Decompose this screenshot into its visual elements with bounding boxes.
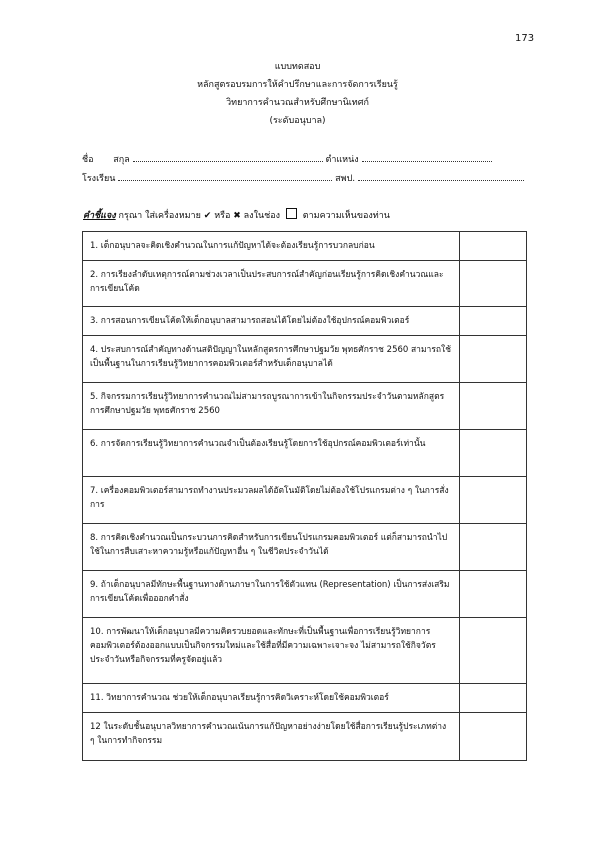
- answer-cell[interactable]: [460, 713, 527, 761]
- answer-cell[interactable]: [460, 684, 527, 713]
- page-number: 173: [515, 33, 535, 44]
- area-label: สพป.: [335, 174, 356, 184]
- instruction-label: คำชี้แจง: [83, 211, 116, 221]
- answer-cell[interactable]: [460, 383, 527, 430]
- instruction-or: หรือ: [214, 211, 231, 221]
- table-row: [83, 336, 527, 383]
- table-row: [83, 713, 527, 761]
- item-text: 8. การคิดเชิงคำนวณเป็นกระบวนการคิดสำหรับการเขียนโปรแกรมคอมพิวเตอร์ แต่ก็สามารถนำไปใช้ในการสืบเสาะหาความรู้หรือแก้ปัญหาอื่น ๆ ในชีวิตประจำวันได้: [83, 524, 460, 571]
- area-field[interactable]: [358, 172, 524, 181]
- table-row: [83, 307, 527, 336]
- name-field[interactable]: [133, 153, 323, 162]
- table-row: [83, 618, 527, 684]
- name-label: ชื่อ: [82, 155, 94, 165]
- table-row: [83, 477, 527, 524]
- position-field[interactable]: [362, 153, 492, 162]
- school-field[interactable]: [118, 172, 332, 181]
- instruction: [83, 208, 390, 222]
- answer-cell[interactable]: [460, 336, 527, 383]
- item-text: 4. ประสบการณ์สำคัญทางด้านสติปัญญาในหลักสูตรการศึกษาปฐมวัย พุทธศักราช 2560 สามารถใช้เป็นพื้นฐานในการเรียนรู้วิทยาการคอมพิวเตอร์สำหรับเด็กอนุบาลได้: [83, 336, 460, 383]
- position-label: ตำแหน่ง: [325, 155, 359, 165]
- table-row: [83, 524, 527, 571]
- cross-mark-icon: ✖: [233, 211, 241, 221]
- answer-cell[interactable]: [460, 477, 527, 524]
- table-row: [83, 232, 527, 261]
- table-row: [83, 571, 527, 618]
- form-title: แบบทดสอบ: [274, 62, 321, 72]
- instruction-text-after: ตามความเห็นของท่าน: [302, 211, 390, 221]
- item-text: 12 ในระดับชั้นอนุบาลวิทยาการคำนวณเน้นการแก้ปัญหาอย่างง่ายโดยใช้สื่อการเรียนรู้ประเภทต่าง ๆ ในการทำกิจกรรม: [83, 713, 460, 761]
- checkbox-icon: [286, 208, 297, 219]
- table-row: [83, 383, 527, 430]
- subject-title: วิทยาการคำนวณสำหรับศึกษานิเทศก์: [226, 98, 369, 108]
- instruction-in-box: ลงในช่อง: [243, 211, 281, 221]
- answer-cell[interactable]: [460, 524, 527, 571]
- item-text: 7. เครื่องคอมพิวเตอร์สามารถทำงานประมวลผลได้อัตโนมัติโดยไม่ต้องใช้โปรแกรมต่าง ๆ ในการสั่งการ: [83, 477, 460, 524]
- school-line: [82, 171, 524, 185]
- item-text: 3. การสอนการเขียนโค้ดให้เด็กอนุบาลสามารถสอนได้โดยไม่ต้องใช้อุปกรณ์คอมพิวเตอร์: [83, 307, 460, 336]
- instruction-text-before: กรุณา ใส่เครื่องหมาย: [118, 211, 201, 221]
- level-title: (ระดับอนุบาล): [269, 116, 326, 126]
- name-line: [82, 152, 492, 166]
- answer-cell[interactable]: [460, 232, 527, 261]
- item-text: 5. กิจกรรมการเรียนรู้วิทยาการคำนวณไม่สามารถบูรณาการเข้าในกิจกรรมประจำวันตามหลักสูตรการศึกษาปฐมวัย พุทธศักราช 2560: [83, 383, 460, 430]
- answer-cell[interactable]: [460, 571, 527, 618]
- answer-cell[interactable]: [460, 261, 527, 307]
- table-row: [83, 430, 527, 477]
- item-text: 9. ถ้าเด็กอนุบาลมีทักษะพื้นฐานทางด้านภาษาในการใช้ตัวแทน (Representation) เป็นการส่งเสริมการเขียนโค้ดเพื่อออกคำสั่ง: [83, 571, 460, 618]
- item-text: 10. การพัฒนาให้เด็กอนุบาลมีความคิดรวบยอดและทักษะที่เป็นพื้นฐานเพื่อการเรียนรู้วิทยาการคอมพิวเตอร์ต้องออกแบบเป็นกิจกรรมใหม่และใช้สื่อที่มีความเฉพาะเจาะจง ไม่สามารถใช้กิจวัตรประจำวันหรือกิจกรรมที่ครูจัดอยู่แล้ว: [83, 618, 460, 684]
- surname-label: สกุล: [113, 155, 130, 165]
- table-row: [83, 261, 527, 307]
- course-title: หลักสูตรอบรมการให้คำปรึกษาและการจัดการเรียนรู้: [197, 80, 398, 90]
- school-label: โรงเรียน: [82, 174, 116, 184]
- answer-cell[interactable]: [460, 430, 527, 477]
- item-text: 1. เด็กอนุบาลจะคิดเชิงคำนวณในการแก้ปัญหาได้จะต้องเรียนรู้การบวกลบก่อน: [83, 232, 460, 261]
- check-mark-icon: ✔: [203, 211, 212, 221]
- answer-cell[interactable]: [460, 307, 527, 336]
- item-text: 6. การจัดการเรียนรู้วิทยาการคำนวณจำเป็นต้องเรียนรู้โดยการใช้อุปกรณ์คอมพิวเตอร์เท่านั้น: [83, 430, 460, 477]
- answer-cell[interactable]: [460, 618, 527, 684]
- item-text: 2. การเรียงลำดับเหตุการณ์ตามช่วงเวลาเป็นประสบการณ์สำคัญก่อนเรียนรู้การคิดเชิงคำนวณและการเขียนโค้ด: [83, 261, 460, 307]
- table-row: [83, 684, 527, 713]
- item-text: 11. วิทยาการคำนวณ ช่วยให้เด็กอนุบาลเรียนรู้การคิดวิเคราะห์โดยใช้คอมพิวเตอร์: [83, 684, 460, 713]
- survey-table: [82, 231, 527, 761]
